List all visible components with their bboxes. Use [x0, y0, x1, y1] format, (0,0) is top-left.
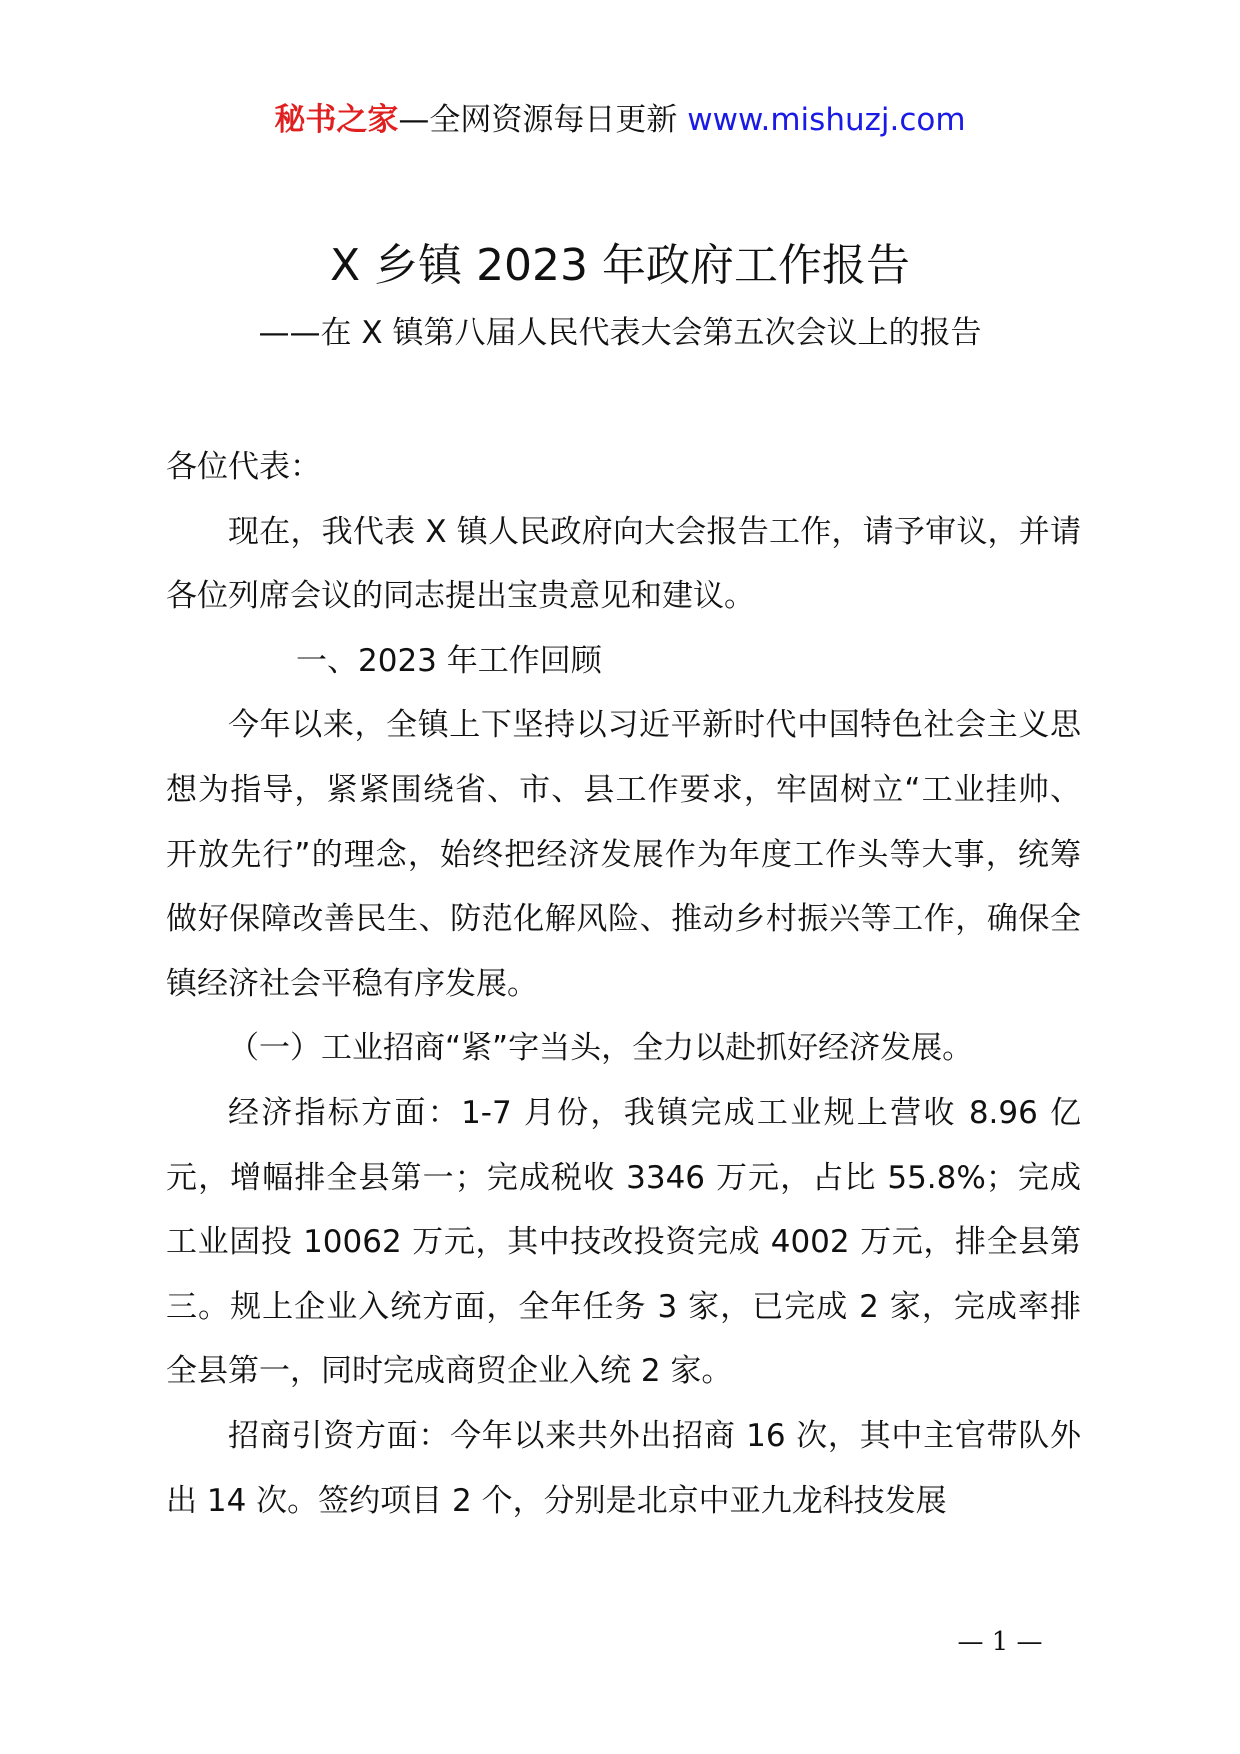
body-paragraph-intro: 现在，我代表 X 镇人民政府向大会报告工作，请予审议，并请各位列席会议的同志提出宝贵意见和建议。 [166, 513, 1081, 615]
site-tagline: —全网资源每日更新 [398, 102, 678, 138]
site-url-link[interactable]: www.mishuzj.com [687, 102, 966, 138]
body-paragraph-overview: 今年以来，全镇上下坚持以习近平新时代中国特色社会主义思想为指导，紧紧围绕省、市、县工作要求，牢固树立“工业挂帅、开放先行”的理念，始终把经济发展作为年度工作头等大事，统筹做好保障改善民生、防范化解风险、推动乡村振兴等工作，确保全镇经济社会平稳有序发展。 [166, 707, 1081, 1002]
site-brand-name: 秘书之家 [274, 102, 399, 138]
salutation: 各位代表： [166, 449, 321, 485]
page-number: — 1 — [957, 1627, 1043, 1657]
body-paragraph-economic-indicators: 经济指标方面：1-7 月份，我镇完成工业规上营收 8.96 亿元，增幅排全县第一；完成税收 3346 万元，占比 55.8%；完成工业固投 10062 万元，其中技改投资完成 4002 万元，排全县第三。规上企业入统方面，全年任务 3 家，已完成 2 家，完成率排全县第一，同时完成商贸企业入统 2 家。 [166, 1094, 1081, 1390]
document-title: X 乡镇 2023 年政府工作报告 [329, 240, 911, 291]
section-heading: 一、2023 年工作回顾 [296, 642, 602, 679]
subsection-heading: （一）工业招商“紧”字当头，全力以赴抓好经济发展。 [228, 1030, 974, 1067]
site-header-banner [0, 100, 1240, 140]
document-subtitle: ——在 X 镇第八届人民代表大会第五次会议上的报告 [258, 315, 982, 351]
body-paragraph-investment: 招商引资方面：今年以来共外出招商 16 次，其中主官带队外出 14 次。签约项目 2 个，分别是北京中亚九龙科技发展 [166, 1417, 1081, 1519]
document-body [166, 435, 1081, 1533]
